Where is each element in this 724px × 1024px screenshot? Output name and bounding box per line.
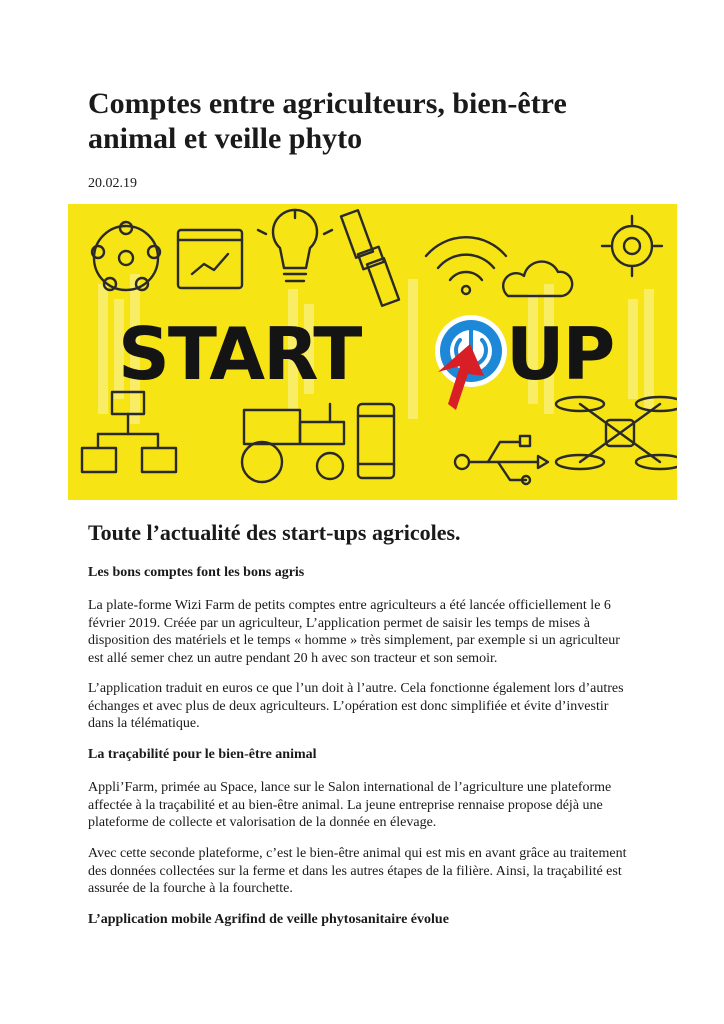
logo-start-text: START <box>118 312 361 396</box>
article-date: 20.02.19 <box>88 176 137 191</box>
paragraph: Avec cette seconde plateforme, c’est le bien-être animal qui est mis en avant grâce au traitement des données collectées sur la ferme et dans les autres étapes de la filière. Ainsi, la traçabilité est assurée de la fourche à la fourchette. <box>88 846 627 896</box>
logo-up-text: UP <box>506 312 614 396</box>
paragraph: Appli’Farm, primée au Space, lance sur le Salon international de l’agriculture une plateforme affectée à la traçabilité et au bien-être animal. La jeune entreprise rennaise propose déjà une plateforme de collecte et valorisation de la donnée en élevage. <box>88 780 612 830</box>
section-title: Toute l’actualité des start-ups agricoles. <box>88 520 461 545</box>
article-title: Comptes entre agriculteurs, bien-être animal et veille phyto <box>88 87 567 155</box>
hero-banner <box>68 204 677 500</box>
subheading-tracabilite: La traçabilité pour le bien-être animal <box>88 747 317 762</box>
paragraph: La plate-forme Wizi Farm de petits comptes entre agriculteurs a été lancée officiellement le 6 février 2019. Créée par un agriculteur, L’application permet de saisir les temps de mises à disposition des matériels et le temps « homme » très simplement, par exemple si un agriculteur est allé semer chez un autre pendant 20 h avec son tracteur et son semoir. <box>88 598 620 666</box>
subheading-agrifind: L’application mobile Agrifind de veille phytosanitaire évolue <box>88 912 449 927</box>
paragraph: L’application traduit en euros ce que l’un doit à l’autre. Cela fonctionne également lors d’autres échanges et avec plus de deux agriculteurs. L’opération est donc simplifiée et évite d’investir dans la télématique. <box>88 681 624 731</box>
subheading-comptes: Les bons comptes font les bons agris <box>88 565 305 580</box>
